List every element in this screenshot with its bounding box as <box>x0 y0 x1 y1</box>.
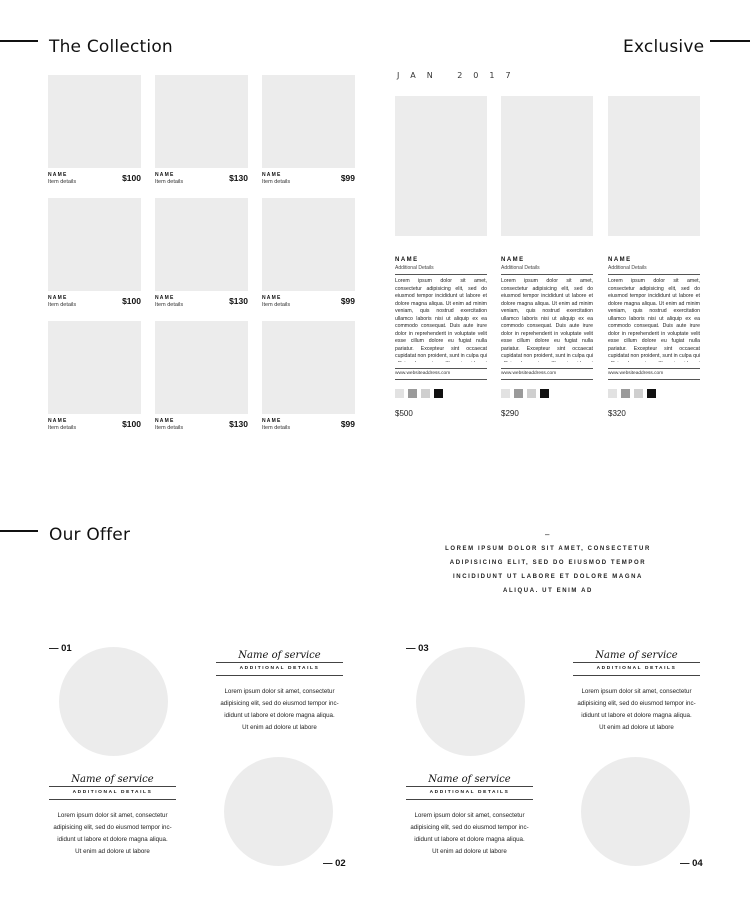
color-swatch[interactable] <box>621 389 630 398</box>
exclusive-title: Exclusive <box>623 37 705 57</box>
offer-dash: – <box>545 530 550 539</box>
product-image[interactable] <box>155 75 248 168</box>
service-description <box>206 686 353 734</box>
service-subtitle: ADDITIONAL DETAILS <box>596 666 677 671</box>
exclusive-image[interactable] <box>501 96 593 236</box>
exclusive-price: $290 <box>501 409 519 418</box>
exclusive-price: $320 <box>608 409 626 418</box>
color-swatch[interactable] <box>608 389 617 398</box>
exclusive-divider <box>608 379 700 380</box>
exclusive-description: Lorem ipsum dolor sit amet, consectetur adipisicing elit, sed do eiusmod tempor incididunt ut labore et dolore magna aliqua. Ut enim ad minim veniam, quis nostrud exercitation ullamco laboris nisi ut aliquip ex ea commodo consequat. Duis aute irure dolor in reprehenderit in voluptate velit esse cillum dolore eu fugiat nulla pariatur. Excepteur sint occaecat cupidatat non proident, sunt in culpa qui <box>608 278 700 359</box>
color-swatch[interactable] <box>527 389 536 398</box>
service-title: Name of service <box>71 774 154 785</box>
service-description-line: Ut enim ad dolore ut labore <box>75 848 150 855</box>
exclusive-divider <box>501 274 593 275</box>
exclusive-divider <box>501 368 593 369</box>
service-divider <box>49 799 176 800</box>
product-price: $99 <box>340 173 355 183</box>
service-title: Name of service <box>238 650 321 661</box>
exclusive-image[interactable] <box>395 96 487 236</box>
product-price: $130 <box>229 296 248 306</box>
service-title: Name of service <box>595 650 678 661</box>
service-description-line: Lorem ipsum dolor sit amet, consectetur <box>224 688 335 695</box>
exclusive-divider <box>608 274 700 275</box>
exclusive-description: Lorem ipsum dolor sit amet, consectetur adipisicing elit, sed do eiusmod tempor incididunt ut labore et dolore magna aliqua. Ut enim ad minim veniam, quis nostrud exercitation ullamco laboris nisi ut aliquip ex ea commodo consequat. Duis aute irure dolor in reprehenderit in voluptate velit esse cillum dolore eu fugiat nulla pariatur. Excepteur sint occaecat cupidatat non proident, sunt in culpa qui <box>501 278 593 359</box>
product-image[interactable] <box>155 198 248 291</box>
product-detail: Item details <box>155 425 184 431</box>
service-description-line: Lorem ipsum dolor sit amet, consectetur <box>57 812 168 819</box>
service-description <box>396 810 543 858</box>
product-name: NAME <box>155 172 175 178</box>
offer-intro: LOREM IPSUM DOLOR SIT AMET, CONSECTETUR ADIPISICING ELIT, SED DO EIUSMOD TEMPOR INCIDIDUNT UT LABORE ET DOLORE MAGNA ALIQUA. UT ENIM AD <box>445 546 651 594</box>
service-description-line: adipisicing elit, sed do eiusmod tempor inc- <box>53 824 172 831</box>
service-description-line: Ut enim ad dolore ut labore <box>432 848 507 855</box>
product-detail: Item details <box>48 425 77 431</box>
product-price: $99 <box>340 419 355 429</box>
color-swatch[interactable] <box>434 389 443 398</box>
product-name: NAME <box>155 295 175 301</box>
service-title: Name of service <box>428 774 511 785</box>
product-price: $99 <box>340 296 355 306</box>
exclusive-website-link[interactable]: www.websiteaddress.com <box>501 371 557 376</box>
color-swatch[interactable] <box>540 389 549 398</box>
collection-title: The Collection <box>49 37 173 57</box>
service-image[interactable] <box>59 647 168 756</box>
service-description-line: ididunt ut labore et dolore magna aliqua. <box>57 836 168 843</box>
color-swatch[interactable] <box>408 389 417 398</box>
service-description-line: ididunt ut labore et dolore magna aliqua. <box>581 712 692 719</box>
product-name: NAME <box>48 172 68 178</box>
exclusive-price: $500 <box>395 409 413 418</box>
product-name: NAME <box>262 295 282 301</box>
product-image[interactable] <box>48 75 141 168</box>
exclusive-description: Lorem ipsum dolor sit amet, consectetur adipisicing elit, sed do eiusmod tempor incididunt ut labore et dolore magna aliqua. Ut enim ad minim veniam, quis nostrud exercitation ullamco laboris nisi ut aliquip ex ea commodo consequat. Duis aute irure dolor in reprehenderit in voluptate velit esse cillum dolore eu fugiat nulla pariatur. Excepteur sint occaecat cupidatat non proident, sunt in culpa qui <box>395 278 487 359</box>
exclusive-website-link[interactable]: www.websiteaddress.com <box>608 371 664 376</box>
product-name: NAME <box>48 418 68 424</box>
service-description-line: Lorem ipsum dolor sit amet, consectetur <box>414 812 525 819</box>
service-description-line: ididunt ut labore et dolore magna aliqua. <box>414 836 525 843</box>
service-divider <box>573 675 700 676</box>
product-detail: Item details <box>262 425 291 431</box>
exclusive-divider <box>395 274 487 275</box>
service-description <box>39 810 186 858</box>
exclusive-rule <box>710 40 750 42</box>
service-description-line: ididunt ut labore et dolore magna aliqua. <box>224 712 335 719</box>
service-image[interactable] <box>416 647 525 756</box>
color-swatch[interactable] <box>647 389 656 398</box>
product-image[interactable] <box>262 75 355 168</box>
exclusive-divider <box>395 379 487 380</box>
service-number: — 04 <box>680 858 703 869</box>
service-number: — 02 <box>323 858 346 869</box>
product-price: $100 <box>122 173 141 183</box>
product-detail: Item details <box>48 179 77 185</box>
exclusive-image[interactable] <box>608 96 700 236</box>
product-detail: Item details <box>262 302 291 308</box>
service-number: — 01 <box>49 643 72 654</box>
collection-rule <box>0 40 38 42</box>
product-image[interactable] <box>48 321 141 414</box>
exclusive-divider <box>501 379 593 380</box>
service-image[interactable] <box>224 757 333 866</box>
service-subtitle: ADDITIONAL DETAILS <box>239 666 320 671</box>
service-divider <box>406 799 533 800</box>
product-detail: Item details <box>262 179 291 185</box>
product-name: NAME <box>155 418 175 424</box>
color-swatch[interactable] <box>395 389 404 398</box>
product-price: $130 <box>229 419 248 429</box>
exclusive-subtitle: Additional Details <box>395 265 434 271</box>
service-description-line: Ut enim ad dolore ut labore <box>599 724 674 731</box>
service-subtitle: ADDITIONAL DETAILS <box>429 790 510 795</box>
service-image[interactable] <box>581 757 690 866</box>
product-detail: Item details <box>48 302 77 308</box>
exclusive-website-link[interactable]: www.websiteaddress.com <box>395 371 451 376</box>
service-description-line: adipisicing elit, sed do eiusmod tempor inc- <box>220 700 339 707</box>
service-divider <box>216 662 343 663</box>
exclusive-name: NAME <box>501 257 525 263</box>
offer-title: Our Offer <box>49 525 131 545</box>
service-divider <box>406 786 533 787</box>
service-divider <box>573 662 700 663</box>
color-swatch[interactable] <box>634 389 643 398</box>
service-divider <box>49 786 176 787</box>
color-swatch[interactable] <box>514 389 523 398</box>
product-detail: Item details <box>155 302 184 308</box>
service-description <box>563 686 710 734</box>
exclusive-subtitle: Additional Details <box>608 265 647 271</box>
exclusive-name: NAME <box>608 257 632 263</box>
product-price: $100 <box>122 419 141 429</box>
product-image[interactable] <box>262 198 355 291</box>
product-price: $130 <box>229 173 248 183</box>
product-name: NAME <box>262 418 282 424</box>
product-name: NAME <box>48 295 68 301</box>
service-divider <box>216 675 343 676</box>
service-description-line: Lorem ipsum dolor sit amet, consectetur <box>581 688 692 695</box>
product-detail: Item details <box>155 179 184 185</box>
service-subtitle: ADDITIONAL DETAILS <box>72 790 153 795</box>
exclusive-name: NAME <box>395 257 419 263</box>
service-description-line: adipisicing elit, sed do eiusmod tempor inc- <box>410 824 529 831</box>
service-number: — 03 <box>406 643 429 654</box>
product-image[interactable] <box>262 321 355 414</box>
product-name: NAME <box>262 172 282 178</box>
product-price: $100 <box>122 296 141 306</box>
color-swatch[interactable] <box>421 389 430 398</box>
exclusive-subtitle: Additional Details <box>501 265 540 271</box>
color-swatch[interactable] <box>501 389 510 398</box>
exclusive-divider <box>395 368 487 369</box>
exclusive-divider <box>608 368 700 369</box>
exclusive-date: JAN 2017 <box>397 71 522 80</box>
product-image[interactable] <box>155 321 248 414</box>
product-image[interactable] <box>48 198 141 291</box>
offer-rule <box>0 530 38 532</box>
service-description-line: Ut enim ad dolore ut labore <box>242 724 317 731</box>
service-description-line: adipisicing elit, sed do eiusmod tempor inc- <box>577 700 696 707</box>
